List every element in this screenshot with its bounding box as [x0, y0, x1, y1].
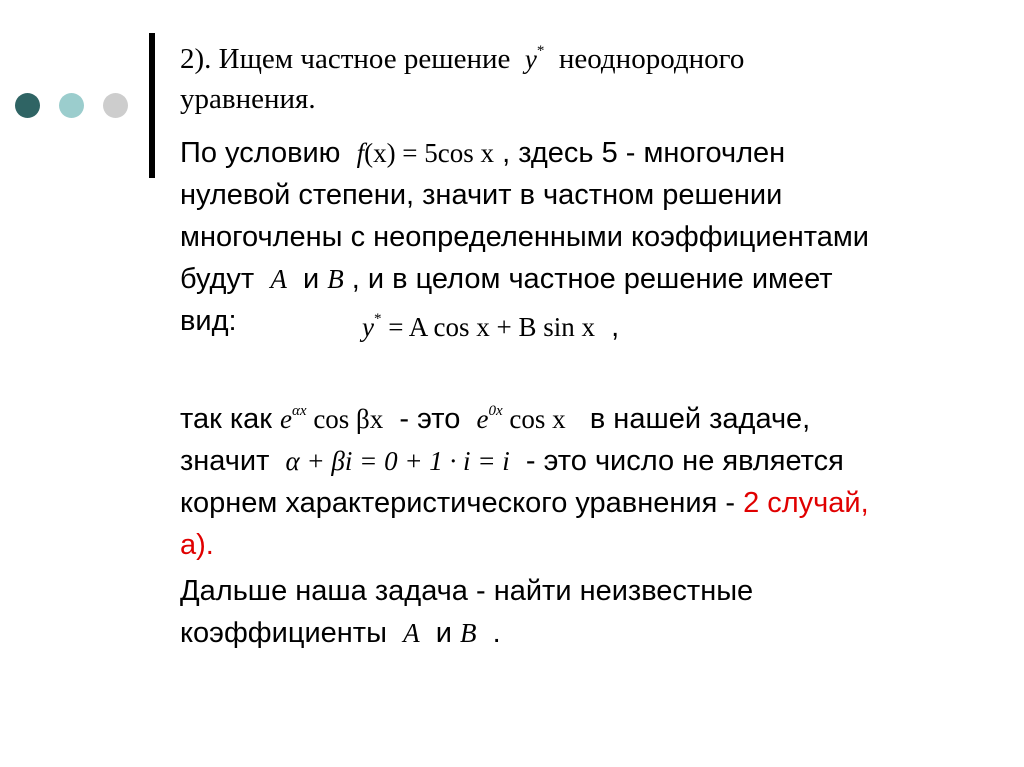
math-y: y: [524, 44, 537, 74]
math-b: B: [327, 264, 344, 294]
p3-line3-red: 2 случай,: [743, 487, 869, 519]
decor-dot-dark: [15, 93, 40, 118]
p4-line2-c: .: [492, 617, 501, 649]
p1-lead: 2). Ищем частное решение: [180, 43, 511, 75]
math-cos-x: cos x: [502, 404, 566, 434]
p2-line5: [180, 302, 237, 340]
math-b2: B: [459, 618, 477, 648]
p3-line4-red: а).: [180, 529, 214, 561]
p4-line1-text: Дальше наша задача - найти неизвестные: [180, 575, 754, 607]
p1-line2: [180, 80, 316, 118]
math-fx-rest: (x) = 5cos x: [364, 138, 495, 168]
formula-solution-line: [362, 308, 619, 346]
p2-line3-text: многочлены с неопределенными коэффициентами: [180, 221, 869, 253]
math-y2: y: [362, 312, 374, 342]
p1-after: неоднородного: [558, 43, 745, 75]
p3-line2-tail: - это число не является: [525, 445, 844, 477]
p3-lead: так как: [180, 403, 272, 435]
formula-y-star: [525, 44, 544, 74]
p2-line2-text: нулевой степени, значит в частном решении: [180, 179, 783, 211]
math-e: e: [280, 404, 293, 434]
p2-line4-a: будут: [180, 263, 255, 295]
p4-line2-a: коэффициенты: [180, 617, 387, 649]
p2-line4: [180, 260, 833, 298]
p3-line2-lead: значит: [180, 445, 270, 477]
p3-line3-text: корнем характеристического уравнения -: [180, 487, 735, 519]
formula-e-alpha: [280, 404, 383, 434]
vertical-accent-bar: [149, 33, 155, 178]
math-e2: e: [476, 404, 489, 434]
p4-line2-b: и: [435, 617, 452, 649]
math-y-eq-rest: = A cos x + B sin x: [381, 312, 595, 342]
p3-line1: [180, 400, 810, 438]
formula-fx: [357, 138, 494, 168]
p2-after-formula: , здесь 5 - многочлен: [502, 137, 786, 169]
p2-line4-c: , и в целом частное решение имеет: [351, 263, 833, 295]
p3-after: в нашей задаче,: [589, 403, 811, 435]
p4-line1: [180, 572, 753, 610]
p2-line5-lead: вид:: [180, 305, 237, 337]
math-a2: A: [403, 618, 420, 648]
math-alpha-x: αx: [292, 403, 307, 419]
p3-line4: [180, 526, 214, 564]
formula-solution: [362, 312, 595, 342]
decor-dot-teal: [59, 93, 84, 118]
math-star2: *: [373, 311, 382, 327]
p2-line2: [180, 176, 782, 214]
p3-line2: [180, 442, 844, 480]
formula-root: α + βi = 0 + 1 · i = i: [285, 446, 510, 476]
p1-line1: [180, 40, 744, 78]
decor-dot-light: [103, 93, 128, 118]
p4-line2: [180, 614, 501, 652]
p2-line4-b: и: [302, 263, 320, 295]
math-zero-x: 0x: [488, 403, 503, 419]
p2-line3: [180, 218, 869, 256]
math-star: *: [536, 43, 545, 59]
math-a: A: [270, 264, 287, 294]
p2-line1: [180, 134, 785, 172]
p2-line5-tail: ,: [611, 311, 620, 343]
p3-mid: - это: [399, 403, 461, 435]
formula-e-zero: [477, 404, 566, 434]
p3-line3: [180, 484, 869, 522]
math-cos-bx: cos βx: [306, 404, 384, 434]
p1-line2-text: уравнения.: [180, 83, 316, 115]
math-f: f: [356, 138, 365, 168]
p2-lead: По условию: [180, 137, 341, 169]
